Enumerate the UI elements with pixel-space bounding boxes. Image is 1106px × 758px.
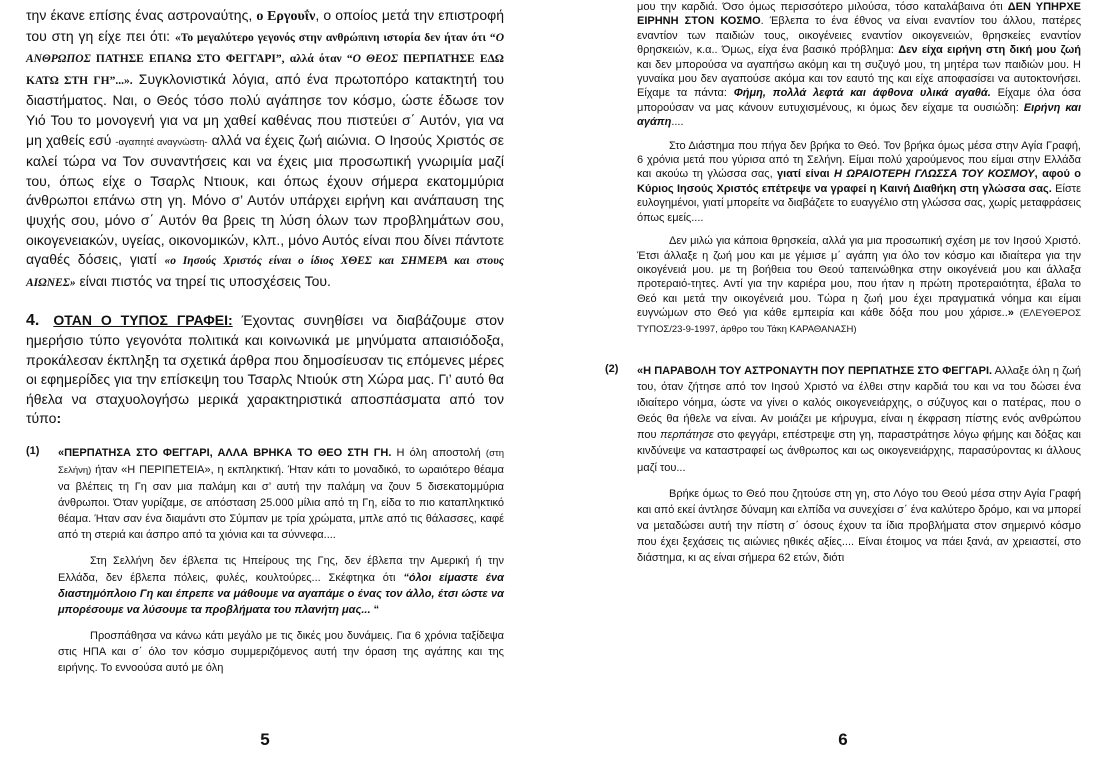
- excerpt-paragraph: «Η ΠΑΡΑΒΟΛΗ ΤΟΥ ΑΣΤΡΟΝΑΥΤΗ ΠΟΥ ΠΕΡΠΑΤΗΣΕ ΣΤΟ ΦΕΓΓΑΡΙ. Αλλαξε όλη η ζωή του, όταν ζήτησε από τον Ιησού Χριστό να έλθει στην καρδιά του και να του δώσει ένα ιδιαίτερο νόημα, ώστε να γίνει ο καλός οικογενειάρχης, ο σύζυγος και ο πατέρας, που ο Θεός θα ήθελε να είναι. Αν μοιάζει με κήρυγμα, είναι η έκφραση πίστης ενός ανθρώπου που περπάτησε στο φεγγάρι, επέστρεψε στη γη, παραστράτησε λόγω φήμης και δόξας και κινδύνεψε να καταστραφεί ως άνθρωπος και ως οικογενειάρχης, παρασύροντας κι άλλους μαζί του...: [637, 364, 1081, 474]
- excerpt-number: (2): [605, 362, 619, 375]
- section-title: ΟΤΑΝ Ο ΤΥΠΟΣ ΓΡΑΦΕΙ:: [53, 312, 233, 329]
- left-page: [26, 0, 504, 758]
- right-page: [605, 0, 1081, 758]
- intro-paragraph: την έκανε επίσης ένας αστροναύτης, ο Εργουΐν, ο οποίος μετά την επιστροφή του στη γη είχε πει ότι: «Το μεγαλύτερο γεγονός στην ανθρώπινη ιστορία δεν ήταν ότι “Ο ΑΝΘΡΩΠΟΣ ΠΑΤΗΣΕ ΕΠΑΝΩ ΣΤΟ ΦΕΓΓΑΡΙ”, αλλά όταν “Ο ΘΕΟΣ ΠΕΡΠΑΤΗΣΕ ΕΔΩ ΚΑΤΩ ΣΤΗ ΓΗ”...». Συγκλονιστικά λόγια, από ένα πρωτοπόρο κατακτητή του διαστήματος. Ναι, ο Θεός τόσο πολύ αγάπησε τον κόσμο, ώστε έδωσε τον Υιό Του το μονογενή για να μη χαθεί καθένας που πιστεύει σ΄ Αυτόν, για να μη χαθείς εσύ -αγαπητέ αναγνώστη- αλλά να έχεις ζωή αιώνια. Ο Ιησούς Χριστός σε καλεί τώρα να Τον συναντήσεις και να έχεις μια προσωπική γνωριμία μαζί του, όπως είχε ο Τσαρλς Ντιουκ, και όπως έχουν σήμερα εκατομμύρια άνθρωποι επάνω στη γη. Μόνο σ’ Αυτόν υπάρχει ειρήνη και ανάπαυση της ψυχής σου, μόνο σ΄ Αυτόν θα βρεις τη λύση όλων των προβλημάτων σου, οικογενειακών, υγείας, οικονομικών, κλπ., μόνο Αυτός είναι που δίνει πάντοτε αγαθές δόσεις, γιατί «ο Ιησούς Χριστός είναι ο ίδιος ΧΘΕΣ και ΣΗΜΕΡΑ και στους ΑΙΩΝΕΣ» είναι πιστός να τηρεί τις υποσχέσεις Του.: [26, 7, 505, 289]
- astronaut-name: ο Εργουΐν: [256, 9, 316, 24]
- excerpt-paragraph: Βρήκε όμως το Θεό που ζητούσε στη γη, στο Λόγο του Θεού μέσα στην Αγία Γραφή και από εκεί άντλησε δύναμη και ελπίδα να συνεχίσει σ΄ ένα καλύτερο δρόμο, και να μπορεί να μεταδώσει αυτή την πίστη σ΄ όσους έχουν τα ίδια προβλήματα στον σημερινό κόσμο που έχει ξεχάσεις τις αιώνιες ηθικές αξίες.... Είναι έτοιμος να πάει ξανά, αν χρειαστεί, στο διάστημα, κι ας είναι σήμερα 62 ετών, διότι: [637, 487, 1081, 564]
- excerpt-headline: «ΠΕΡΠΑΤΗΣΑ ΣΤΟ ΦΕΓΓΑΡΙ, ΑΛΛΑ ΒΡΗΚΑ ΤΟ ΘΕΟ ΣΤΗ ΓΗ.: [58, 446, 392, 459]
- excerpt-paragraph: «ΠΕΡΠΑΤΗΣΑ ΣΤΟ ΦΕΓΓΑΡΙ, ΑΛΛΑ ΒΡΗΚΑ ΤΟ ΘΕΟ ΣΤΗ ΓΗ. Η όλη αποστολή (στη Σελήνη) ήταν «Η ΠΕΡΙΠΕΤΕΙΑ», η εκπληκτική. Ήταν κάτι το μοναδικό, το ωραιότερο θέαμα να βλέπεις τη Γη σαν μια παλάμη και σ’ αυτή την παλάμη να ζουν 5 δισεκατομμύρια άνθρωποι. Όταν γυρίζαμε, σε απόσταση 25.000 μίλια από τη Γη, είδα το πιο καταπληκτικό θέαμα. Ήταν σαν ένα διαμάντι στο Σύμπαν με τρία χρώματα, μπλε από τις θάλασσες, καφέ από τη στεριά και άσπρο από τα χιόνια και τα σύννεφα....: [58, 446, 504, 542]
- excerpt-headline: «Η ΠΑΡΑΒΟΛΗ ΤΟΥ ΑΣΤΡΟΝΑΥΤΗ ΠΟΥ ΠΕΡΠΑΤΗΣΕ ΣΤΟ ΦΕΓΓΑΡΙ.: [637, 364, 993, 377]
- section-number: 4.: [26, 312, 40, 330]
- press-excerpt-2: [605, 363, 1081, 566]
- excerpt-paragraph: Στη Σελλήνη δεν έβλεπα τις Ηπείρους της Γης, δεν έβλεπα την Αμερική ή την Ελλάδα, δεν έβλεπα πόλεις, φυλές, κουλτούρες... Σκέφτηκα ότι “όλοι είμαστε ένα διαστημόπλοιο Γη και έπρεπε να μάθουμε να αγαπάμε ο ένας τον άλλο, έτσι ώστε να μπορέσουμε να λύσουμε τα προβλήματα του πλανήτη μας... “: [58, 555, 504, 616]
- section-4: 4. ΟΤΑΝ Ο ΤΥΠΟΣ ΓΡΑΦΕΙ: Έχοντας συνηθίσει να διαβάζουμε στον ημερήσιο τύπο γεγονότα πολιτικά και κοινωνικά με μηνύματα απαισιόδοξα, προκάλεσαν έκπληξη τα σχετικά άρθρα που δημοσίευσαν τις επόμενες μέρες οι εφημερίδες για την επίσκεψη του Τσαρλς Ντιούκ στη Χώρα μας. Γι’ αυτό θα ήθελα να σταχυολογήσω μερικά χαρακτηριστικά αποσπάσματα από τον τύπο:: [26, 312, 505, 427]
- excerpt-paragraph: Προσπάθησα να κάνω κάτι μεγάλο με τις δικές μου δυνάμεις. Για 6 χρόνια ταξίδεψα στις ΗΠΑ και σ΄ όλο τον κόσμο συμμεριζόμενος αυτή την όραση της αγάπης και της ειρήνης. Το εννοούσα αυτό με όλη: [58, 629, 504, 674]
- page-number: 6: [838, 730, 848, 749]
- excerpt-number: (1): [26, 444, 40, 457]
- press-excerpt-1: [26, 445, 504, 676]
- source-citation: (ΕΛΕΥΘΕΡΟΣ ΤΥΠΟΣ/23-9-1997, άρθρο του Τάκη ΚΑΡΑΘΑΝΑΣΗ): [637, 308, 1081, 335]
- scripture-quote: «ο Ιησούς Χριστός είναι ο ίδιος ΧΘΕΣ και ΣΗΜΕΡΑ και στους ΑΙΩΝΕΣ»: [26, 255, 504, 289]
- excerpt-paragraph: Δεν μιλώ για κάποια θρησκεία, αλλά για μια προσωπική σχέση με τον Ιησού Χριστό. Έτσι άλλαξε η ζωή μου και με γέμισε μ΄ αγάπη για όλο τον κόσμο και ιδιαίτερα για την οικογένειά μου. με τη βοήθεια του Θεού ταπεινώθηκα στην οικογένειά μου και άλλαξα προτεραιό-τητες. Αντί για την καριέρα μου, που ήταν η πρώτη προτεραιότητα, έβαλα το Θεό και μετά την οικογένειά μου. Τώρα η ζωή μου έχει πραγματικά νόημα και είμαι ευγνώμων στο Θεό για κάθε εμπειρία και κάθε δόξα που μου χάρισε..» (ΕΛΕΥΘΕΡΟΣ ΤΥΠΟΣ/23-9-1997, άρθρο του Τάκη ΚΑΡΑΘΑΝΑΣΗ): [637, 235, 1081, 335]
- page-number: 5: [260, 730, 270, 749]
- excerpt-continuation: [605, 0, 1081, 337]
- excerpt-paragraph: μου την καρδιά. Όσο όμως περισσότερο μιλούσα, τόσο καταλάβαινα ότι ΔΕΝ ΥΠΗΡΧΕ ΕΙΡΗΝΗ ΣΤΟΝ ΚΟΣΜΟ. Έβλεπα το ένα έθνος να είναι εναντίον του άλλου, πατέρες εναντίον των παιδιών τους, οικογένειες εναντίον οικογενειών, θρησκείες εναντίον θρησκειών, κ.α.. Όμως, είχα ένα βασικό πρόβλημα: Δεν είχα ειρήνη στη δική μου ζωή και δεν μπορούσα να αγαπήσω ακόμη και τη συζυγό μου, τη μητέρα των παιδιών μου. Η γυναίκα μου δεν αγαπούσε ακόμα και τον εαυτό της και είχε αποφασίσει να αυτοκτονήσει. Είχαμε τα πάντα: Φήμη, πολλά λεφτά και άφθονα υλικά αγαθά. Είχαμε όλα όσα μπορούσαν να μας κάνουν ευτυχισμένους, κι όμως δεν είχαμε τα ουσιώδη: Ειρήνη και αγάπη....: [637, 1, 1082, 129]
- excerpt-paragraph: Στο Διάστημα που πήγα δεν βρήκα το Θεό. Τον βρήκα όμως μέσα στην Αγία Γραφή, 6 χρόνια μετά που γύρισα από τη Σελήνη. Είμαι πολύ χαρούμενος που είμαι στην Ελλάδα και ακούω τη γλώσσα σας, γιατί είναι Η ΩΡΑΙΟΤΕΡΗ ΓΛΩΣΣΑ ΤΟΥ ΚΟΣΜΟΥ, αφού ο Κύριος Ιησούς Χριστός επέτρεψε να γραφεί η Καινή Διαθήκη στη γλώσσα σας. Είστε ευλογημένοι, γιατί μπορείτε να διαβάζετε το ευαγγέλιο στη γλώσσα σας, χωρίς μεταφράσεις όπως εμείς....: [637, 139, 1081, 224]
